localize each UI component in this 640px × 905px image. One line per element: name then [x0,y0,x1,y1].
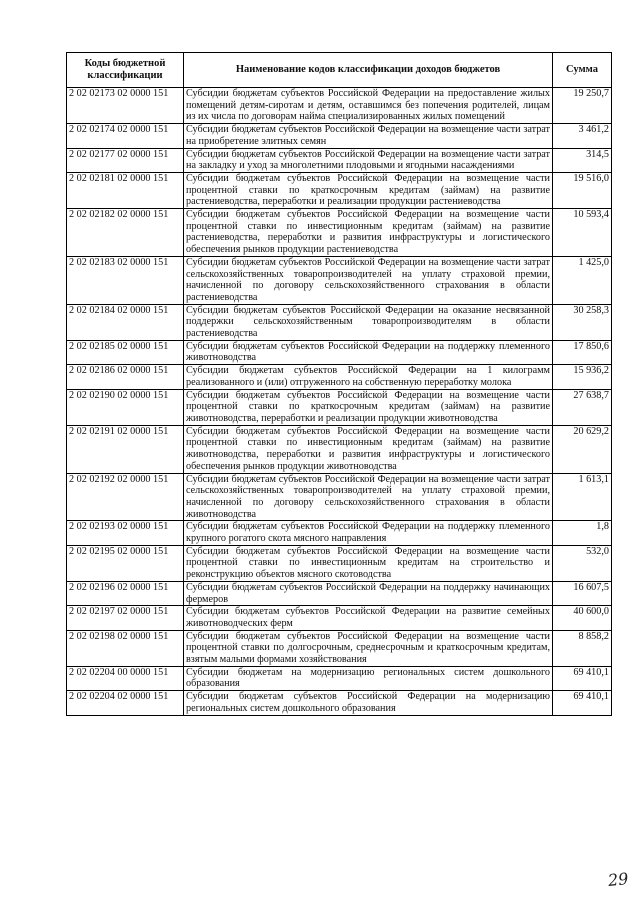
table-row [67,365,612,389]
row-code: 2 02 02196 02 0000 151 [67,581,184,605]
row-sum: 3 461,2 [553,124,612,148]
row-code: 2 02 02173 02 0000 151 [67,88,184,124]
row-name: Субсидии бюджетам субъектов Российской Федерации на модернизацию региональных систем дошкольного образования [184,691,553,715]
row-name: Субсидии бюджетам субъектов Российской Федерации на возмещение части процентной ставки по краткосрочным кредитам (займам) на развитие растениеводства, переработки и реализации продукции растениеводства [184,172,553,208]
row-name: Субсидии бюджетам субъектов Российской Федерации на 1 килограмм реализованного и (или) отгруженного на собственную переработку молока [184,365,553,389]
row-sum: 30 258,3 [553,304,612,340]
row-name: Субсидии бюджетам субъектов Российской Федерации на возмещение части затрат на закладку и уход за многолетними плодовыми и ягодными насаждениями [184,148,553,172]
table-row [67,256,612,304]
table-row [67,630,612,666]
row-code: 2 02 02190 02 0000 151 [67,389,184,425]
header-name: Наименование кодов классификации доходов бюджетов [184,53,553,88]
row-name: Субсидии бюджетам субъектов Российской Федерации на поддержку начинающих фермеров [184,581,553,605]
row-sum: 314,5 [553,148,612,172]
row-code: 2 02 02184 02 0000 151 [67,304,184,340]
row-sum: 532,0 [553,545,612,581]
row-code: 2 02 02183 02 0000 151 [67,256,184,304]
row-code: 2 02 02186 02 0000 151 [67,365,184,389]
table-row [67,148,612,172]
row-sum: 19 516,0 [553,172,612,208]
row-sum: 1 613,1 [553,473,612,521]
table-header-row [67,53,612,88]
row-code: 2 02 02174 02 0000 151 [67,124,184,148]
row-sum: 27 638,7 [553,389,612,425]
row-name: Субсидии бюджетам субъектов Российской Федерации на возмещение части процентной ставки по инвестиционным кредитам (займам) на развитие животноводства, переработки и развития инфраструктуры и логистического обеспечения рынков продукции животноводства [184,425,553,473]
table-row [67,304,612,340]
table-row [67,425,612,473]
table-row [67,389,612,425]
row-sum: 20 629,2 [553,425,612,473]
row-name: Субсидии бюджетам субъектов Российской Федерации на развитие семейных животноводческих ферм [184,606,553,630]
budget-revenue-table [66,52,612,716]
row-code: 2 02 02177 02 0000 151 [67,148,184,172]
table-row [67,209,612,257]
header-sum: Сумма [553,53,612,88]
row-name: Субсидии бюджетам субъектов Российской Федерации на поддержку племенного крупного рогатого скота мясного направления [184,521,553,545]
header-code: Коды бюджетной классификации [67,53,184,88]
row-name: Субсидии бюджетам субъектов Российской Федерации на возмещение части затрат сельскохозяйственных товаропроизводителей на уплату страховой премии, начисленной по договору сельскохозяйственного страхования в области растениеводства [184,256,553,304]
table-row [67,473,612,521]
row-code: 2 02 02181 02 0000 151 [67,172,184,208]
row-sum: 10 593,4 [553,209,612,257]
table-row [67,606,612,630]
row-sum: 1 425,0 [553,256,612,304]
table-row [67,666,612,690]
row-sum: 17 850,6 [553,340,612,364]
row-code: 2 02 02197 02 0000 151 [67,606,184,630]
row-code: 2 02 02182 02 0000 151 [67,209,184,257]
table-row [67,88,612,124]
row-name: Субсидии бюджетам субъектов Российской Федерации на поддержку племенного животноводства [184,340,553,364]
table-row [67,172,612,208]
row-sum: 69 410,1 [553,691,612,715]
row-name: Субсидии бюджетам субъектов Российской Федерации на возмещение части процентной ставки по инвестиционным кредитам на строительство и реконструкцию объектов мясного скотоводства [184,545,553,581]
row-sum: 8 858,2 [553,630,612,666]
row-sum: 1,8 [553,521,612,545]
row-code: 2 02 02204 00 0000 151 [67,666,184,690]
table-row [67,545,612,581]
row-code: 2 02 02192 02 0000 151 [67,473,184,521]
row-code: 2 02 02191 02 0000 151 [67,425,184,473]
table-row [67,124,612,148]
row-name: Субсидии бюджетам на модернизацию региональных систем дошкольного образования [184,666,553,690]
table-row [67,691,612,715]
row-code: 2 02 02198 02 0000 151 [67,630,184,666]
row-name: Субсидии бюджетам субъектов Российской Федерации на возмещение части процентной ставки по инвестиционным кредитам (займам) на развитие растениеводства, переработки и развития инфраструктуры и логистического обеспечения рынков продукции растениеводства [184,209,553,257]
table-row [67,521,612,545]
row-code: 2 02 02204 02 0000 151 [67,691,184,715]
row-sum: 19 250,7 [553,88,612,124]
row-name: Субсидии бюджетам субъектов Российской Федерации на возмещение части затрат на приобретение элитных семян [184,124,553,148]
page-number: 29 [607,868,630,891]
row-name: Субсидии бюджетам субъектов Российской Федерации на возмещение части процентной ставки по долгосрочным, среднесрочным и краткосрочным кредитам, взятым малыми формами хозяйствования [184,630,553,666]
row-sum: 15 936,2 [553,365,612,389]
table-row [67,340,612,364]
row-sum: 16 607,5 [553,581,612,605]
row-code: 2 02 02185 02 0000 151 [67,340,184,364]
row-sum: 40 600,0 [553,606,612,630]
row-name: Субсидии бюджетам субъектов Российской Федерации на оказание несвязанной поддержки сельскохозяйственным товаропроизводителям в области растениеводства [184,304,553,340]
row-name: Субсидии бюджетам субъектов Российской Федерации на предоставление жилых помещений детям-сиротам и детям, оставшимся без попечения родителей, лицам из их числа по договорам найма специализированных жилых помещений [184,88,553,124]
row-code: 2 02 02195 02 0000 151 [67,545,184,581]
row-name: Субсидии бюджетам субъектов Российской Федерации на возмещение части затрат сельскохозяйственных товаропроизводителей на уплату страховой премии, начисленной по договору сельскохозяйственного страхования в области животноводства [184,473,553,521]
table-row [67,581,612,605]
row-name: Субсидии бюджетам субъектов Российской Федерации на возмещение части процентной ставки по краткосрочным кредитам (займам) на развитие животноводства, переработки и реализации продукции животноводства [184,389,553,425]
row-sum: 69 410,1 [553,666,612,690]
row-code: 2 02 02193 02 0000 151 [67,521,184,545]
